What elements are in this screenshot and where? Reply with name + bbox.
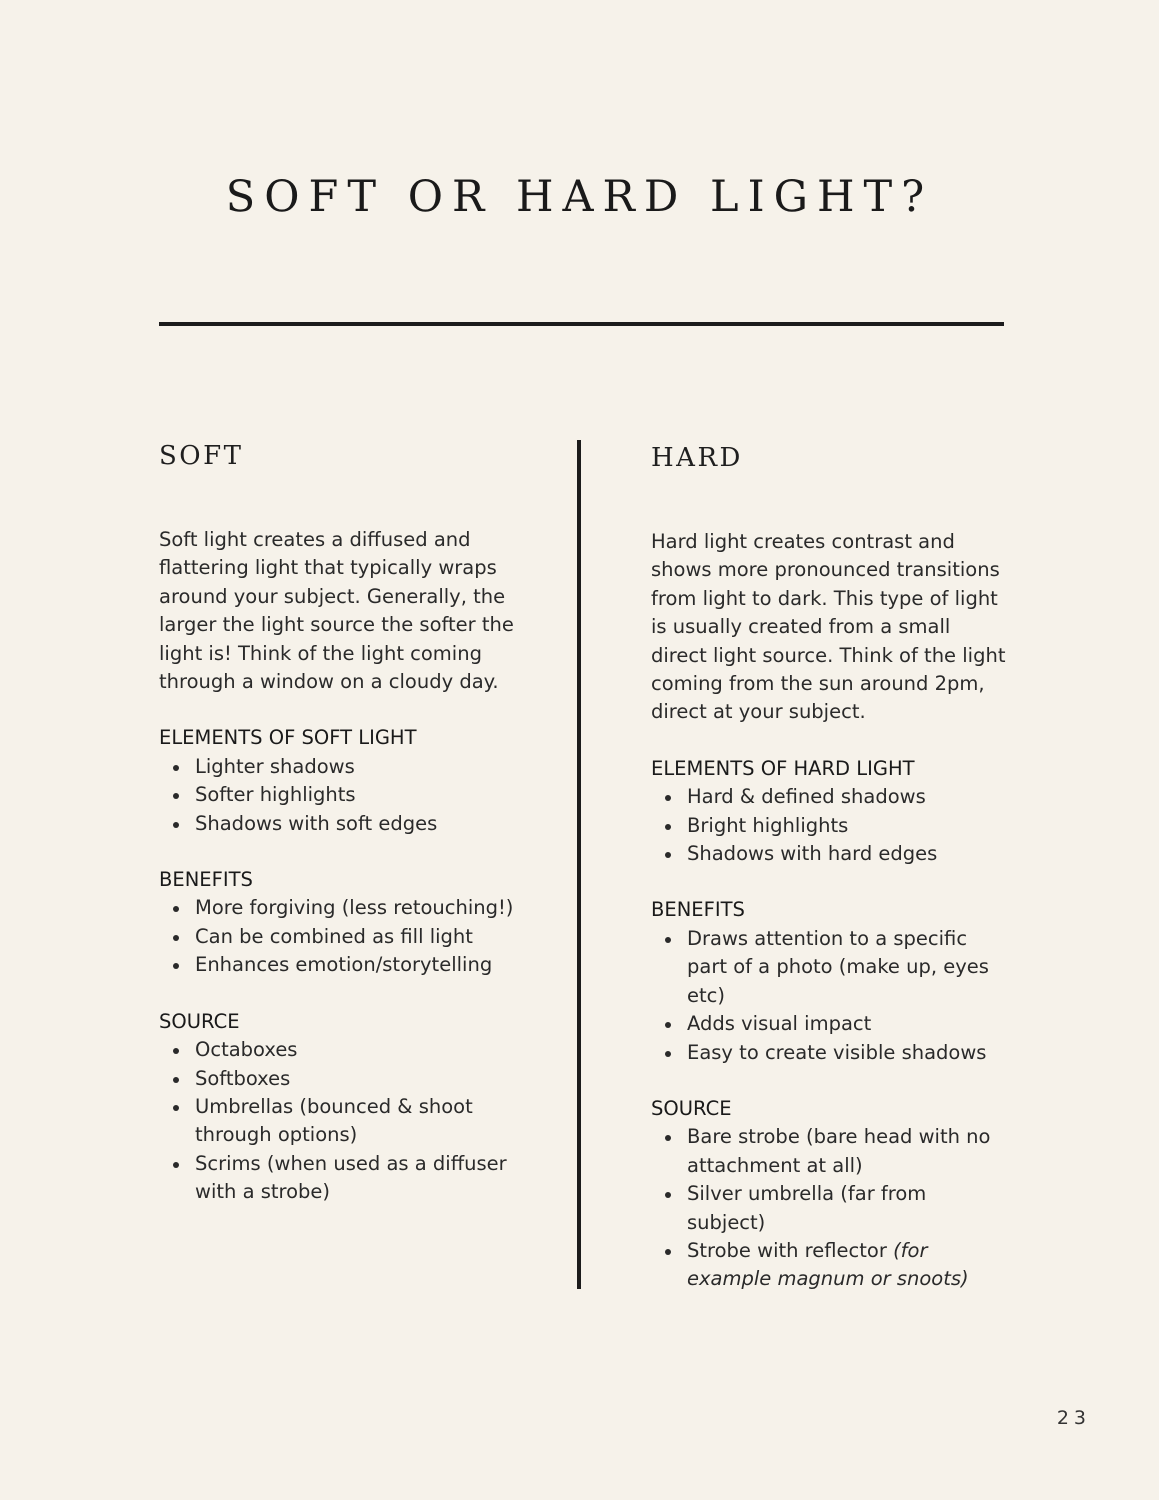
list-item: Softboxes (159, 1065, 514, 1093)
hard-intro: Hard light creates contrast and shows more pronounced transitions from light to dark. This type of light is usually created from a small direct light source. Think of the light coming from the sun around 2pm, direct at your subject. (651, 530, 1006, 724)
soft-source-list (159, 1036, 514, 1206)
hard-column (651, 438, 1006, 1294)
soft-elements-list (159, 753, 514, 838)
soft-benefits-list (159, 894, 514, 979)
list-item: Adds visual impact (651, 1010, 1006, 1038)
list-item: Umbrellas (bounced & shoot through options) (159, 1093, 514, 1150)
soft-heading: SOFT (159, 441, 244, 471)
hard-benefits-list (651, 925, 1006, 1067)
hard-benefits-title: BENEFITS (651, 898, 745, 922)
list-item: Shadows with hard edges (651, 840, 1006, 868)
list-item: Scrims (when used as a diffuser with a strobe) (159, 1150, 514, 1207)
hard-elements-list (651, 783, 1006, 868)
list-item: Easy to create visible shadows (651, 1039, 1006, 1067)
list-item: Shadows with soft edges (159, 810, 514, 838)
list-item: Silver umbrella (far from subject) (651, 1180, 1006, 1237)
list-item: Bright highlights (651, 812, 1006, 840)
column-divider (577, 440, 581, 1289)
hard-source-title: SOURCE (651, 1096, 732, 1120)
page-title: SOFT OR HARD LIGHT? (225, 172, 934, 222)
hard-heading: HARD (651, 443, 743, 473)
soft-elements-title: ELEMENTS OF SOFT LIGHT (159, 726, 417, 750)
source-example-text: (for example magnum or snoots) (687, 1238, 969, 1291)
hard-elements-title: ELEMENTS OF HARD LIGHT (651, 756, 915, 780)
page-number: 23 (1056, 1407, 1091, 1429)
hard-source-list (651, 1123, 1006, 1293)
source-text: Strobe with reflector (687, 1238, 894, 1262)
list-item: Bare strobe (bare head with no attachment at all) (651, 1123, 1006, 1180)
soft-intro: Soft light creates a diffused and flattering light that typically wraps around your subject. Generally, the larger the light source the softer the light is! Think of the light coming through a window on a cloudy day. (159, 528, 514, 694)
list-item: Draws attention to a specific part of a photo (make up, eyes etc) (651, 925, 1006, 1010)
list-item: Octaboxes (159, 1036, 514, 1064)
list-item (651, 1237, 1006, 1294)
soft-source-title: SOURCE (159, 1009, 240, 1033)
title-divider (159, 322, 1004, 326)
list-item: Lighter shadows (159, 753, 514, 781)
soft-benefits-title: BENEFITS (159, 868, 253, 892)
list-item: Enhances emotion/storytelling (159, 951, 514, 979)
list-item: Softer highlights (159, 781, 514, 809)
list-item: Hard & defined shadows (651, 783, 1006, 811)
list-item: Can be combined as fill light (159, 923, 514, 951)
soft-column (159, 436, 514, 1207)
list-item: More forgiving (less retouching!) (159, 894, 514, 922)
